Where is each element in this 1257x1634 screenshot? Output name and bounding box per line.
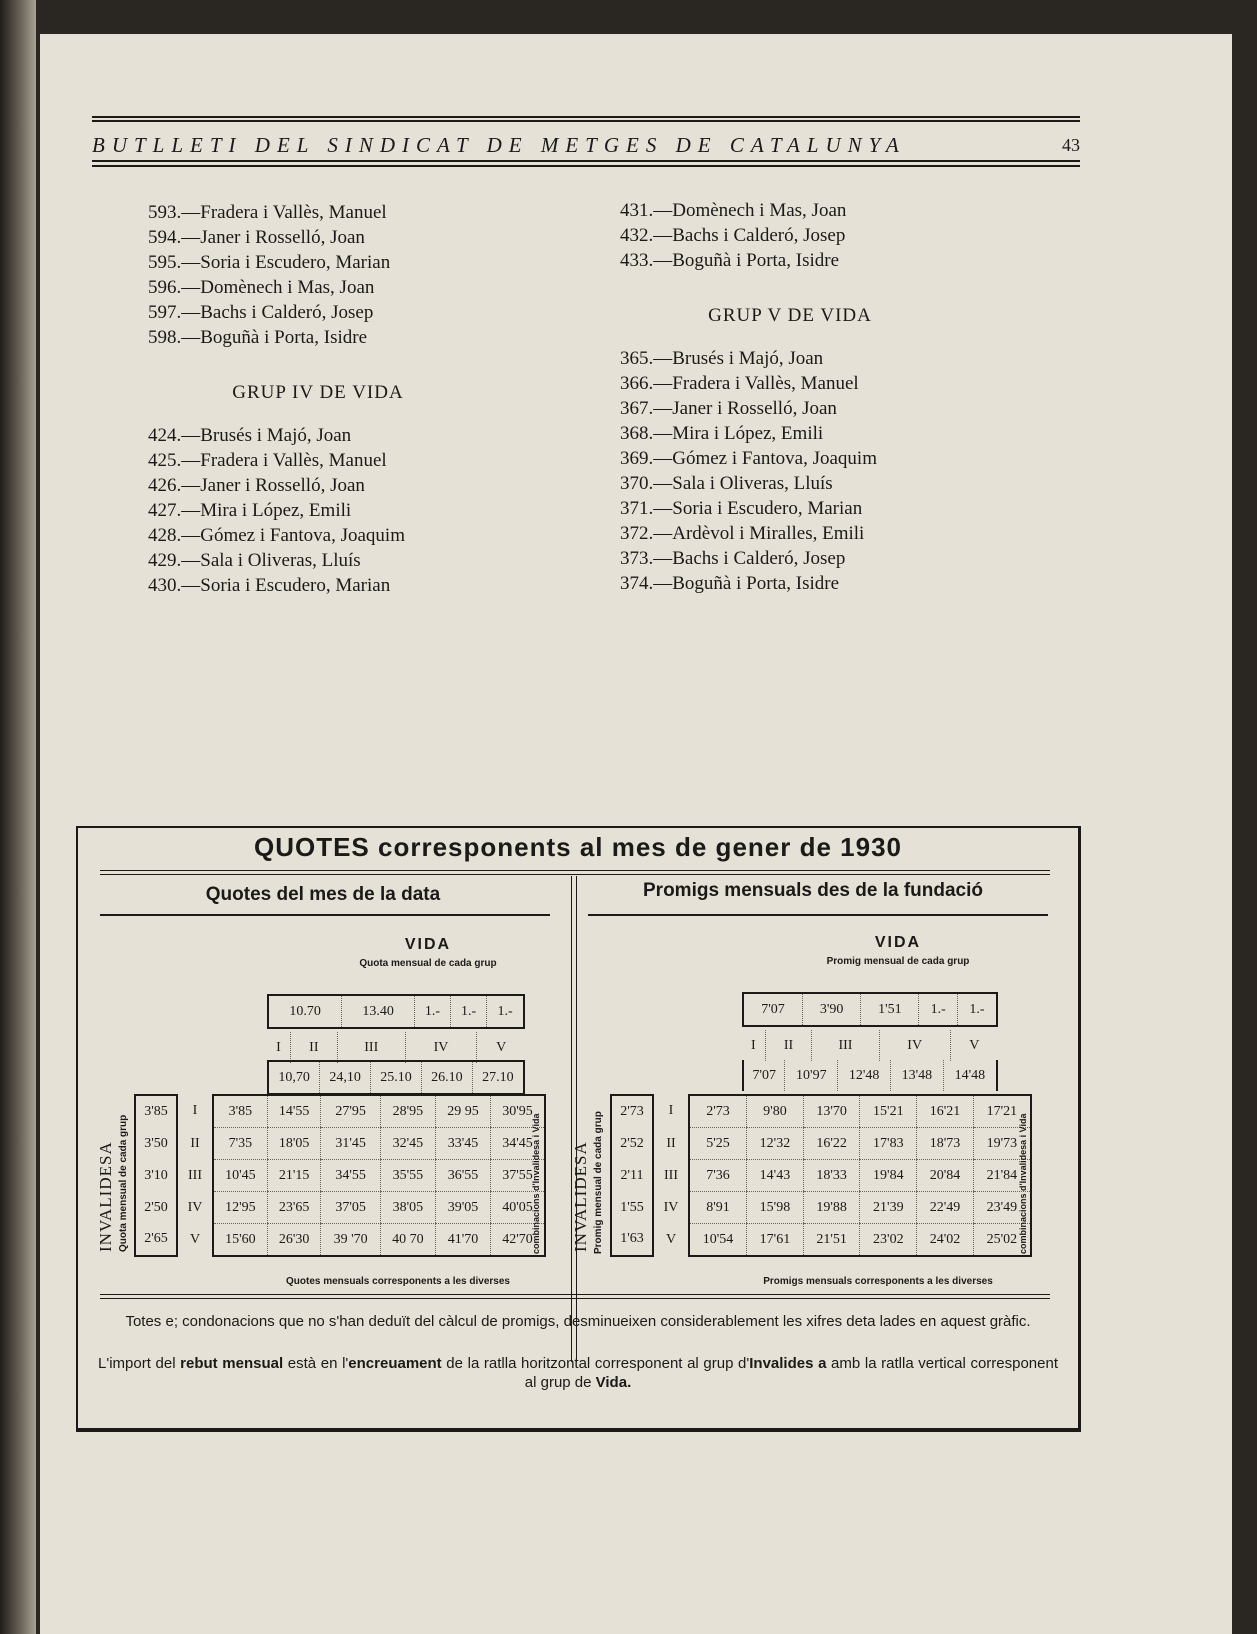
right-vida: VIDA (874, 934, 922, 951)
combination-cell: 15'60 (213, 1224, 267, 1257)
invalidesa-group-cell: IV (663, 1199, 679, 1215)
left-bottom-label: Quotes mensuals corresponents a les diverses (286, 1276, 510, 1287)
member-entry: 596.—Domènech i Mas, Joan (148, 277, 375, 298)
running-header (92, 126, 1080, 164)
combination-cell: 34'55 (321, 1160, 380, 1192)
combination-cell: 34'45 (491, 1128, 545, 1160)
member-entry: 427.—Mira i López, Emili (148, 500, 352, 521)
member-entry: 424.—Brusés i Majó, Joan (148, 425, 352, 446)
combination-cell: 19'88 (803, 1192, 860, 1224)
invalidesa-group-cell: II (190, 1135, 200, 1151)
member-entry: 431.—Domènech i Mas, Joan (620, 200, 847, 221)
combination-cell: 27'95 (321, 1095, 380, 1128)
member-entry: 432.—Bachs i Calderó, Josep (620, 225, 846, 246)
combination-cell: 10'54 (689, 1224, 747, 1257)
vida-base-cell: 26.10 (421, 1061, 472, 1094)
vida-quota-cell: 1.- (487, 995, 524, 1028)
left-subtitle: Quotes del mes de la data (205, 884, 441, 905)
member-entry: 425.—Fradera i Vallès, Manuel (148, 450, 387, 471)
right-vida-quota-table (742, 992, 998, 1027)
vida-base-cell: 10'97 (785, 1060, 838, 1091)
combination-cell: 42'70 (491, 1224, 545, 1257)
vida-base-cell: 25.10 (371, 1061, 422, 1094)
page-number: 43 (1062, 134, 1080, 155)
left-invalidesa-label: INVALIDESA (96, 1141, 115, 1253)
vida-group-cell: IV (405, 1032, 477, 1063)
member-entry: 426.—Janer i Rosselló, Joan (148, 475, 365, 496)
combination-cell: 18'33 (803, 1160, 860, 1192)
header-rule-bottom2 (92, 165, 1080, 167)
combination-cell: 7'35 (213, 1128, 267, 1160)
member-entry: 598.—Boguñà i Porta, Isidre (148, 327, 368, 348)
vida-group-cell: III (812, 1030, 879, 1061)
member-entry: 594.—Janer i Rosselló, Joan (148, 227, 365, 248)
invalidesa-group-cell: III (664, 1167, 678, 1183)
member-entry: 371.—Soria i Escudero, Marian (620, 498, 863, 519)
member-entry: 433.—Boguñà i Porta, Isidre (620, 250, 840, 271)
combination-cell: 23'65 (267, 1192, 321, 1224)
vida-group-cell: II (290, 1032, 337, 1063)
invalidesa-quota-cell: 2'50 (135, 1192, 177, 1224)
combination-cell: 19'73 (973, 1128, 1031, 1160)
vida-quota-cell: 7'07 (761, 1001, 785, 1017)
invalidesa-quota-cell: 1'63 (611, 1224, 653, 1257)
combination-cell: 38'05 (380, 1192, 435, 1224)
combination-cell: 40'05 (491, 1192, 545, 1224)
invalidesa-quota-cell: 2'73 (611, 1095, 653, 1128)
invalidesa-group-cell: IV (187, 1199, 203, 1215)
journal-title: BUTLLETI DEL SINDICAT DE METGES DE CATALUNYA (92, 132, 906, 157)
left-vida-base-table (267, 1060, 525, 1095)
combination-cell: 15'21 (860, 1095, 917, 1128)
vida-group-cell: IV (879, 1030, 950, 1061)
combination-cell: 15'98 (747, 1192, 804, 1224)
quotes-title: QUOTES corresponents al mes de gener de 1930 (253, 832, 902, 862)
combination-cell: 41'70 (435, 1224, 490, 1257)
combination-cell: 37'55 (491, 1160, 545, 1192)
right-invalidesa-label: INVALIDESA (571, 1141, 590, 1253)
vida-quota-cell: 1.- (957, 993, 997, 1026)
left-matrix (134, 1094, 546, 1257)
combination-cell: 25'02 (973, 1224, 1031, 1257)
vida-quota-cell: 13.40 (342, 995, 415, 1028)
combination-cell: 2'73 (689, 1095, 747, 1128)
member-entry: 595.—Soria i Escudero, Marian (148, 252, 391, 273)
invalidesa-quota-cell: 1'55 (611, 1192, 653, 1224)
combination-cell: 16'21 (917, 1095, 974, 1128)
combination-cell: 31'45 (321, 1128, 380, 1160)
right-vida-groups (742, 1030, 998, 1061)
combination-cell: 18'73 (917, 1128, 974, 1160)
invalidesa-quota-cell: 2'65 (135, 1224, 177, 1257)
combination-cell: 17'83 (860, 1128, 917, 1160)
member-entry: 373.—Bachs i Calderó, Josep (620, 548, 846, 569)
right-vida-base-table (742, 1060, 998, 1091)
combination-cell: 17'21 (973, 1095, 1031, 1128)
invalidesa-group-cell: I (192, 1103, 198, 1119)
member-entry: 597.—Bachs i Calderó, Josep (148, 302, 374, 323)
left-combi-label: combinacions d'Invalidesa i Vida (531, 1113, 541, 1255)
combination-cell: 14'55 (267, 1095, 321, 1128)
combination-cell: 21'51 (803, 1224, 860, 1257)
right-invalidesa-sub: Promig mensual de cada grup (593, 1111, 604, 1255)
combination-cell: 5'25 (689, 1128, 747, 1160)
combination-cell: 39 '70 (321, 1224, 380, 1257)
right-subtitle: Promigs mensuals des de la fundació (643, 880, 983, 901)
combination-cell: 7'36 (689, 1160, 747, 1192)
combination-cell: 23'02 (860, 1224, 917, 1257)
combination-cell: 22'49 (917, 1192, 974, 1224)
member-entry: 369.—Gómez i Fantova, Joaquim (620, 448, 877, 469)
header-rule-top2 (92, 120, 1080, 122)
quotes-box (76, 826, 1081, 1432)
combination-cell: 30'95 (491, 1095, 545, 1128)
invalidesa-group-cell: II (666, 1135, 676, 1151)
combination-cell: 21'84 (973, 1160, 1031, 1192)
combination-cell: 12'95 (213, 1192, 267, 1224)
invalidesa-quota-cell: 2'52 (611, 1128, 653, 1160)
combination-cell: 35'55 (380, 1160, 435, 1192)
invalidesa-group-cell: V (189, 1231, 201, 1247)
grup-iv-title: GRUP IV DE VIDA (232, 382, 404, 403)
combination-cell: 28'95 (380, 1095, 435, 1128)
left-vida: VIDA (404, 936, 452, 953)
combination-cell: 33'45 (435, 1128, 490, 1160)
header-rule-top (92, 116, 1080, 118)
combination-cell: 37'05 (321, 1192, 380, 1224)
member-entry: 367.—Janer i Rosselló, Joan (620, 398, 837, 419)
combination-cell: 23'49 (973, 1192, 1031, 1224)
combination-cell: 18'05 (267, 1128, 321, 1160)
vida-quota-cell: 1.- (414, 995, 450, 1028)
combination-cell: 12'32 (747, 1128, 804, 1160)
vida-base-cell: 10,70 (278, 1069, 310, 1085)
vida-base-cell: 24,10 (320, 1061, 371, 1094)
combination-cell: 39'05 (435, 1192, 490, 1224)
member-entry: 593.—Fradera i Vallès, Manuel (148, 202, 387, 223)
member-entry: 366.—Fradera i Vallès, Manuel (620, 373, 859, 394)
left-vida-sub: Quota mensual de cada grup (359, 958, 497, 969)
combination-cell: 8'91 (689, 1192, 747, 1224)
combination-cell: 26'30 (267, 1224, 321, 1257)
combination-cell: 21'15 (267, 1160, 321, 1192)
vida-base-cell: 27.10 (472, 1061, 524, 1094)
combination-cell: 29 95 (435, 1095, 490, 1128)
invalidesa-quota-cell: 3'50 (135, 1128, 177, 1160)
footnote-2: L'import del rebut mensual està en l'encreuament de la ratlla horitzontal corresponent al grup d'Invalides a amb la ratlla vertical corresponent al grup de Vida. (98, 1355, 1059, 1391)
vida-base-cell: 7'07 (752, 1067, 776, 1083)
invalidesa-group-cell: V (665, 1231, 677, 1247)
footnote-1: Totes e; condonacions que no s'han deduït del càlcul de promigs, desminueixen considerablement les xifres deta lades en aquest gràfic. (125, 1313, 1031, 1330)
vida-base-cell: 14'48 (943, 1060, 997, 1091)
combination-cell: 20'84 (917, 1160, 974, 1192)
vida-quota-cell: 1.- (451, 995, 487, 1028)
combination-cell: 3'85 (213, 1095, 267, 1128)
vida-quota-cell: 3'90 (802, 993, 860, 1026)
vida-quota-cell: 10.70 (289, 1003, 321, 1019)
vida-base-cell: 13'48 (891, 1060, 944, 1091)
member-entry: 428.—Gómez i Fantova, Joaquim (148, 525, 405, 546)
member-entry: 430.—Soria i Escudero, Marian (148, 575, 391, 596)
left-column (148, 200, 488, 598)
combination-cell: 36'55 (435, 1160, 490, 1192)
member-entry: 368.—Mira i López, Emili (620, 423, 824, 444)
vida-quota-cell: 1'51 (861, 993, 919, 1026)
book-spine (0, 0, 36, 1634)
right-bottom-label: Promigs mensuals corresponents a les diverses (763, 1276, 993, 1287)
right-vida-sub: Promig mensual de cada grup (826, 956, 970, 967)
left-vida-groups (267, 1032, 525, 1063)
header-rule-bottom (92, 160, 1080, 162)
vida-group-cell: II (765, 1030, 811, 1061)
combination-cell: 21'39 (860, 1192, 917, 1224)
invalidesa-group-cell: III (188, 1167, 202, 1183)
member-entry: 365.—Brusés i Majó, Joan (620, 348, 824, 369)
vida-base-cell: 12'48 (838, 1060, 891, 1091)
member-entry: 372.—Ardèvol i Miralles, Emili (620, 523, 865, 544)
vida-group-cell: III (337, 1032, 405, 1063)
combination-cell: 9'80 (747, 1095, 804, 1128)
combination-cell: 16'22 (803, 1128, 860, 1160)
combination-cell: 14'43 (747, 1160, 804, 1192)
combination-cell: 24'02 (917, 1224, 974, 1257)
combination-cell: 40 70 (380, 1224, 435, 1257)
vida-group-cell: I (751, 1037, 756, 1053)
left-invalidesa-sub: Quota mensual de cada grup (118, 1114, 129, 1252)
combination-cell: 32'45 (380, 1128, 435, 1160)
left-vida-quota-table (267, 994, 525, 1029)
vida-group-cell: V (477, 1032, 525, 1063)
right-matrix (610, 1094, 1032, 1257)
combination-cell: 19'84 (860, 1160, 917, 1192)
member-entry: 429.—Sala i Oliveras, Lluís (148, 550, 361, 571)
vida-group-cell: V (950, 1030, 998, 1061)
right-combi-label: combinacions d'Invalidesa i Vida (1018, 1113, 1028, 1255)
right-column (620, 198, 960, 596)
vida-quota-cell: 1.- (919, 993, 957, 1026)
invalidesa-quota-cell: 3'10 (135, 1160, 177, 1192)
combination-cell: 17'61 (747, 1224, 804, 1257)
invalidesa-quota-cell: 2'11 (611, 1160, 653, 1192)
vida-group-cell: I (276, 1039, 281, 1055)
member-entry: 374.—Boguñà i Porta, Isidre (620, 573, 840, 594)
combination-cell: 13'70 (803, 1095, 860, 1128)
grup-v-title: GRUP V DE VIDA (708, 305, 872, 326)
member-entry: 370.—Sala i Oliveras, Lluís (620, 473, 833, 494)
invalidesa-group-cell: I (668, 1103, 674, 1119)
combination-cell: 10'45 (213, 1160, 267, 1192)
invalidesa-quota-cell: 3'85 (135, 1095, 177, 1128)
